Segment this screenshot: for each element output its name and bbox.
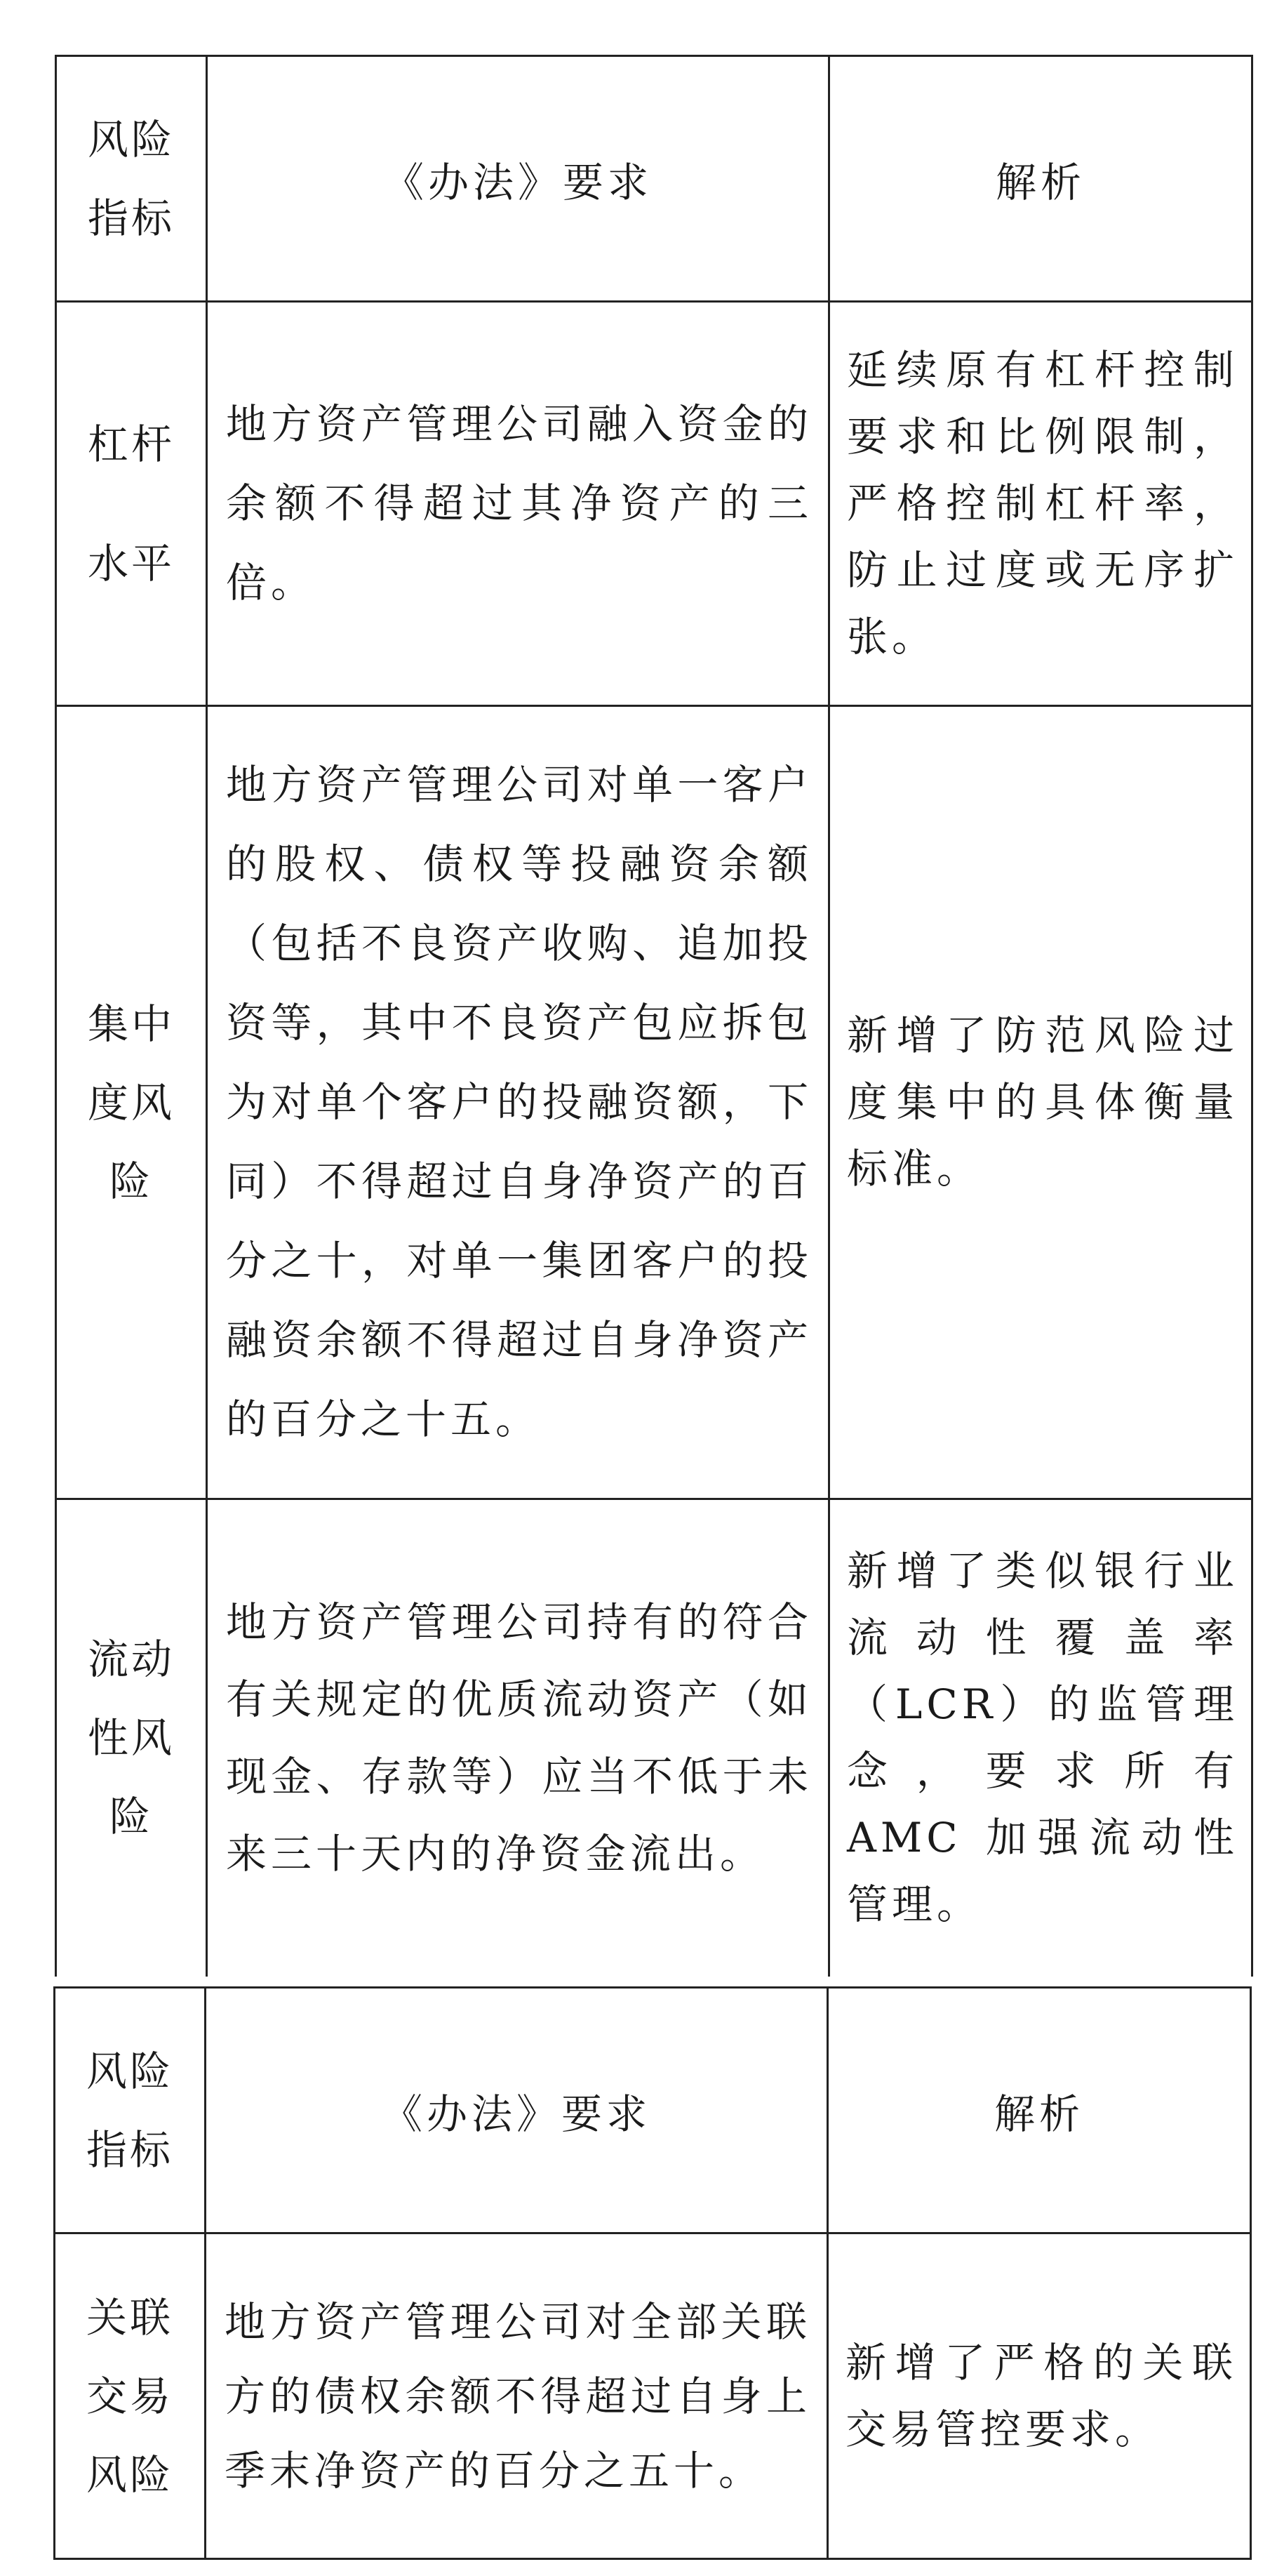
requirement-text: 地方资产管理公司持有的符合有关规定的优质流动资产（如现金、存款等）应当不低于未来三十天内的净资金流出。	[226, 1598, 813, 1878]
table-header-row	[56, 56, 1252, 302]
table-row	[55, 2233, 1251, 2559]
header-cell-analysis	[828, 1988, 1251, 2233]
analysis-cell	[829, 302, 1252, 706]
header-cell-requirement	[207, 56, 829, 302]
requirement-text: 地方资产管理公司融入资金的余额不得超过其净资产的三倍。	[226, 400, 813, 606]
risk-table-1	[55, 55, 1253, 1977]
header-requirement: 《办法》要求	[381, 2090, 651, 2138]
table-row	[56, 706, 1252, 1499]
requirement-cell	[207, 706, 829, 1499]
analysis-text: 新增了严格的关联交易管控要求。	[845, 2338, 1237, 2453]
header-cell-indicator	[55, 1988, 206, 2233]
indicator-cell	[56, 1499, 207, 1977]
indicator-label: 集中度风险	[87, 1000, 175, 1205]
header-analysis: 解析	[994, 2090, 1084, 2138]
header-analysis: 解析	[995, 158, 1085, 206]
analysis-text: 新增了类似银行业流动性覆盖率（LCR）的监管理念，要求所有 AMC 加强流动性管理。	[847, 1547, 1238, 1929]
indicator-label: 关联交易风险	[86, 2293, 173, 2499]
indicator-cell	[56, 302, 207, 706]
header-cell-requirement	[206, 1988, 828, 2233]
analysis-cell	[828, 2233, 1251, 2559]
requirement-cell	[206, 2233, 828, 2559]
analysis-text: 新增了防范风险过度集中的具体衡量标准。	[847, 1011, 1238, 1193]
header-cell-indicator	[56, 56, 207, 302]
requirement-cell	[207, 1499, 829, 1977]
analysis-cell	[829, 706, 1252, 1499]
requirement-cell	[207, 302, 829, 706]
header-indicator: 风险指标	[87, 115, 175, 242]
table-header-row	[55, 1988, 1251, 2233]
table-row	[56, 1499, 1252, 1977]
risk-table-2	[53, 1986, 1252, 2560]
requirement-text: 地方资产管理公司对全部关联方的债权余额不得超过自身上季末净资产的百分之五十。	[225, 2297, 811, 2495]
header-indicator: 风险指标	[86, 2047, 173, 2174]
analysis-text: 延续原有杠杆控制要求和比例限制，严格控制杠杆率，防止过度或无序扩张。	[847, 346, 1238, 660]
header-requirement: 《办法》要求	[382, 158, 653, 206]
table-row	[56, 302, 1252, 706]
analysis-cell	[829, 1499, 1252, 1977]
header-cell-analysis	[829, 56, 1252, 302]
indicator-label: 杠杆水平	[87, 420, 175, 587]
indicator-cell	[55, 2233, 206, 2559]
indicator-cell	[56, 706, 207, 1499]
indicator-label: 流动性风险	[87, 1635, 175, 1841]
requirement-text: 地方资产管理公司对单一客户的股权、债权等投融资余额（包括不良资产收购、追加投资等，其中不良资产包应拆包为对单个客户的投融资额，下同）不得超过自身净资产的百分之十，对单一集团客户的投融资余额不得超过自身净资产的百分之十五。	[226, 761, 813, 1443]
